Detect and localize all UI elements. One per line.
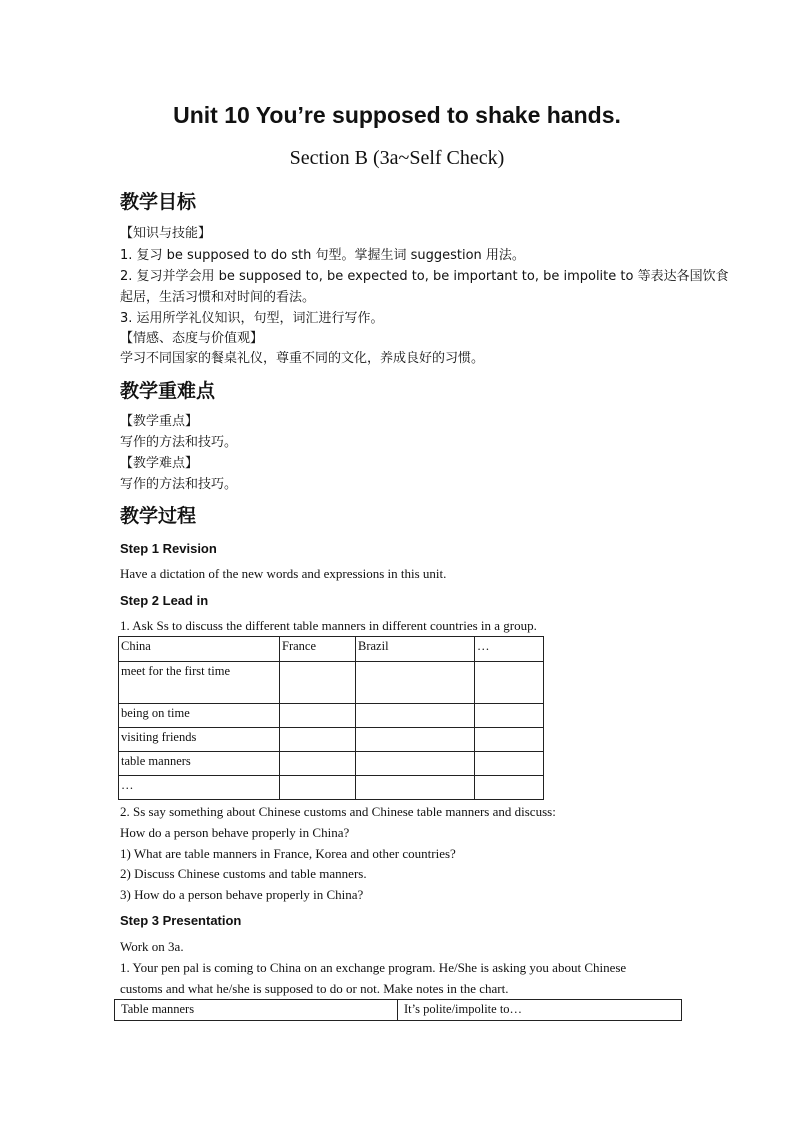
manners-chart-header-row — [115, 1000, 682, 1021]
table-cell — [356, 752, 475, 776]
knowledge-label: 【知识与技能】 — [120, 226, 212, 241]
table-row — [119, 662, 544, 704]
table-header-cell: France — [280, 637, 356, 662]
process-heading: 教学过程 — [120, 505, 197, 527]
step1-title: Step 1 Revision — [120, 541, 217, 556]
step3-line-3: customs and what he/she is supposed to do or not. Make notes in the chart. — [120, 981, 509, 996]
manners-chart — [114, 999, 682, 1021]
table-row-label: being on time — [119, 704, 280, 728]
manners-chart-col2: It’s polite/impolite to… — [398, 1000, 682, 1021]
table-cell — [356, 728, 475, 752]
table-header-cell: Brazil — [356, 637, 475, 662]
objective-item-2: 2. 复习并学会用 be supposed to, be expected to, be important to, be impolite to 等表达各国饮食 — [120, 269, 729, 284]
focus-text: 写作的方法和技巧。 — [120, 435, 238, 450]
step3-title: Step 3 Presentation — [120, 913, 242, 928]
table-cell — [280, 704, 356, 728]
table-row — [119, 728, 544, 752]
step1-text: Have a dictation of the new words and expressions in this unit. — [120, 566, 447, 581]
table-cell — [356, 704, 475, 728]
step2-title: Step 2 Lead in — [120, 593, 209, 608]
table-header-cell: China — [119, 637, 280, 662]
section-subtitle: Section B (3a~Self Check) — [289, 147, 505, 169]
attitude-text: 学习不同国家的餐桌礼仪，尊重不同的文化，养成良好的习惯。 — [120, 351, 485, 366]
table-cell — [475, 728, 544, 752]
table-cell — [280, 776, 356, 800]
table-cell — [280, 728, 356, 752]
unit-title: Unit 10 You’re supposed to shake hands. — [173, 102, 621, 128]
objective-item-2-cont: 起居，生活习惯和对时间的看法。 — [120, 290, 316, 305]
step2-line-2: How do a person behave properly in China? — [120, 825, 350, 840]
table-cell — [475, 662, 544, 704]
customs-table — [118, 636, 544, 800]
objective-item-1: 1. 复习 be supposed to do sth 句型。掌握生词 suggestion 用法。 — [120, 248, 525, 263]
table-cell — [356, 776, 475, 800]
step3-line-1: Work on 3a. — [120, 939, 184, 954]
step3-line-2: 1. Your pen pal is coming to China on an exchange program. He/She is asking you about Chinese — [120, 960, 627, 975]
objective-item-3: 3. 运用所学礼仪知识，句型，词汇进行写作。 — [120, 311, 384, 326]
step2-line-3: 1) What are table manners in France, Korea and other countries? — [120, 846, 456, 861]
table-cell — [356, 662, 475, 704]
table-row-label: meet for the first time — [119, 662, 280, 704]
table-cell — [280, 662, 356, 704]
step2-intro: 1. Ask Ss to discuss the different table manners in different countries in a group. — [120, 618, 537, 633]
table-row — [119, 776, 544, 800]
table-row — [119, 704, 544, 728]
table-cell — [475, 704, 544, 728]
objectives-heading: 教学目标 — [120, 191, 197, 213]
focus-label: 【教学重点】 — [120, 414, 199, 429]
table-header-row — [119, 637, 544, 662]
table-header-cell: … — [475, 637, 544, 662]
step2-line-1: 2. Ss say something about Chinese customs and Chinese table manners and discuss: — [120, 804, 556, 819]
table-cell — [475, 752, 544, 776]
attitude-label: 【情感、态度与价值观】 — [120, 331, 264, 346]
table-row-label: table manners — [119, 752, 280, 776]
table-row — [119, 752, 544, 776]
table-row-label: … — [119, 776, 280, 800]
difficulty-text: 写作的方法和技巧。 — [120, 477, 238, 492]
difficulty-label: 【教学难点】 — [120, 456, 199, 471]
table-row-label: visiting friends — [119, 728, 280, 752]
step2-line-5: 3) How do a person behave properly in China? — [120, 887, 364, 902]
step2-line-4: 2) Discuss Chinese customs and table manners. — [120, 866, 367, 881]
manners-chart-col1: Table manners — [115, 1000, 398, 1021]
table-cell — [475, 776, 544, 800]
keypoints-heading: 教学重难点 — [120, 380, 216, 402]
table-cell — [280, 752, 356, 776]
